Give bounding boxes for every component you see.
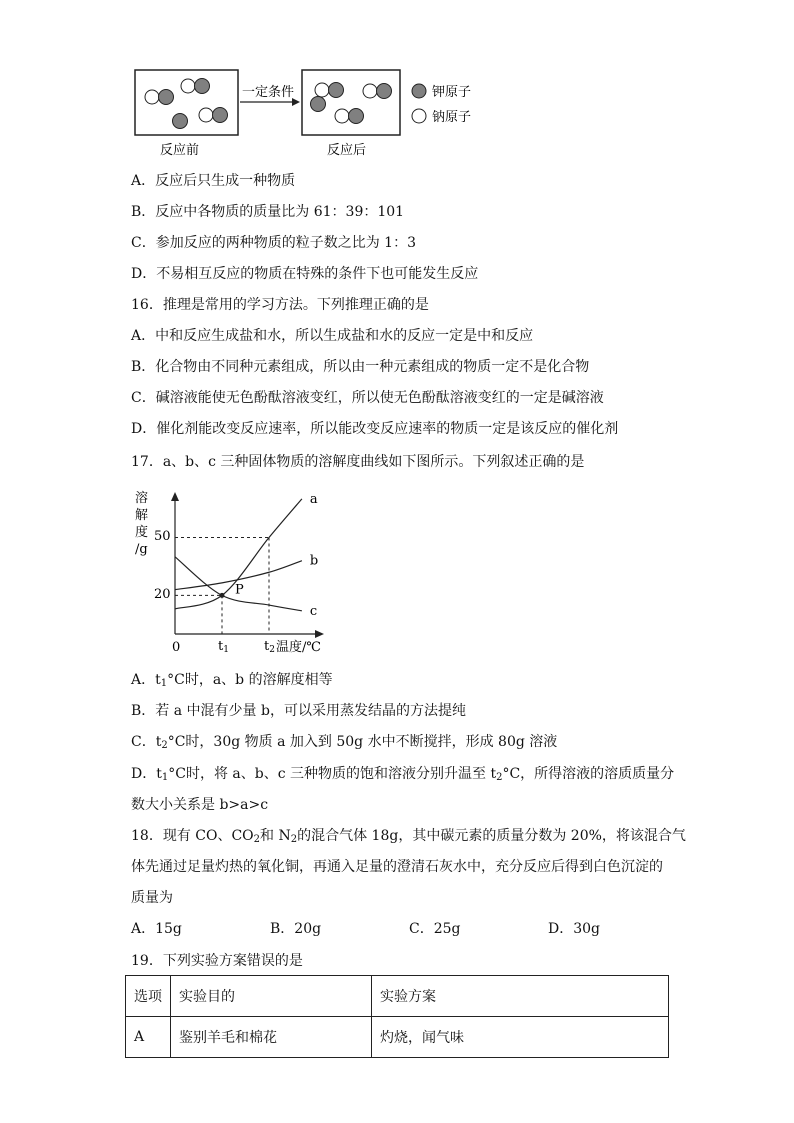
q15-option-a: A．反应后只生成一种物质 [131,173,296,189]
q16-option-c: C．碱溶液能使无色酚酞溶液变红，所以使无色酚酞溶液变红的一定是碱溶液 [131,390,604,406]
header-option: 选项 [126,976,171,1017]
q16-option-a: A．中和反应生成盐和水，所以生成盐和水的反应一定是中和反应 [131,328,534,344]
origin-label: 0 [172,640,181,655]
solubility-chart [130,486,330,658]
q15-option-c: C．参加反应的两种物质的粒子数之比为 1：3 [131,235,416,251]
table-header-row [126,976,669,1017]
row-a-purpose: 鉴别羊毛和棉花 [171,1017,372,1058]
curve-label-a: a [309,491,318,507]
y-tick-20: 20 [154,587,171,602]
table-row [126,1017,669,1058]
q18-stem-line3: 质量为 [131,890,173,906]
q17-option-c: C．$t_2^\circ C$时，30g 物质 a 加入到 50g 水中不断搅拌，形成 80g 溶液 [131,734,558,751]
curve-label-c: c [309,603,318,619]
q18-option-d: D．30g [548,921,601,937]
point-p-label: P [235,582,244,598]
y-axis-label-3: 度 [135,525,149,540]
q16-option-b: B．化合物由不同种元素组成，所以由一种元素组成的物质一定不是化合物 [131,359,590,375]
q15-option-b: B．反应中各物质的质量比为 61：39：101 [131,204,405,220]
row-a-option: A [126,1017,171,1058]
q16-stem: 16．推理是常用的学习方法。下列推理正确的是 [131,297,429,313]
q17-option-d: D．$t_1^\circ C$时，将 a、b、c 三种物质的饱和溶液分别升温至 $t_2^\circ C$，所得溶液的溶质质量分 [131,766,675,783]
point-p [220,593,225,598]
y-axis-label-1: 溶 [135,491,149,506]
legend-potassium-swatch [412,84,426,98]
header-plan: 实验方案 [372,976,669,1017]
x-tick-t1: t1 [218,639,229,655]
legend-potassium-label: 钾原子 [432,85,472,100]
q18-option-b: B．20g [270,921,322,937]
legend-sodium-swatch [412,109,426,123]
q18-option-a: A．15g [131,921,182,937]
curve-label-b: b [309,553,319,569]
q17-option-b: B．若 a 中混有少量 b，可以采用蒸发结晶的方法提纯 [131,703,466,719]
reaction-diagram [130,66,490,162]
before-label: 反应前 [160,143,200,158]
y-axis-label-4: /g [135,542,148,557]
header-purpose: 实验目的 [171,976,372,1017]
legend-sodium-label: 钠原子 [432,110,472,125]
y-axis-arrow [171,492,179,501]
q17-stem: 17．a、b、c 三种固体物质的溶解度曲线如下图所示。下列叙述正确的是 [131,454,585,470]
x-tick-t2: t2 [264,639,275,655]
q19-stem: 19．下列实验方案错误的是 [131,953,303,969]
after-label: 反应后 [327,143,367,158]
y-tick-50: 50 [154,529,171,544]
curve-labels [310,492,318,619]
after-particles [311,83,392,124]
arrow-label: 一定条件 [242,85,295,100]
x-axis-arrow [315,630,324,638]
y-axis-label-2: 解 [135,508,149,523]
guide-lines [175,538,269,635]
q18-option-c: C．25g [409,921,461,937]
q17-option-a: A．$t_1^\circ C$时，a、b 的溶解度相等 [131,672,333,689]
q16-option-d: D．催化剂能改变反应速率，所以能改变反应速率的物质一定是该反应的催化剂 [131,421,619,437]
q18-stem-line2: 体先通过足量灼热的氧化铜，再通入足量的澄清石灰水中，充分反应后得到白色沉淀的 [131,859,663,875]
row-a-plan: 灼烧，闻气味 [372,1017,669,1058]
x-axis-label: 温度/℃ [276,640,321,655]
y-axis-label [135,490,148,557]
before-particles [145,79,228,129]
q18-stem-line1: 18．现有 CO、$CO_2$和 $N_2$的混合气体 18g，其中碳元素的质量分数为 20%，将该混合气 [131,828,686,845]
experiment-table [125,975,669,1058]
q17-option-d-line2: 数大小关系是 b>a>c [131,797,269,813]
q15-option-d: D．不易相互反应的物质在特殊的条件下也可能发生反应 [131,266,479,282]
